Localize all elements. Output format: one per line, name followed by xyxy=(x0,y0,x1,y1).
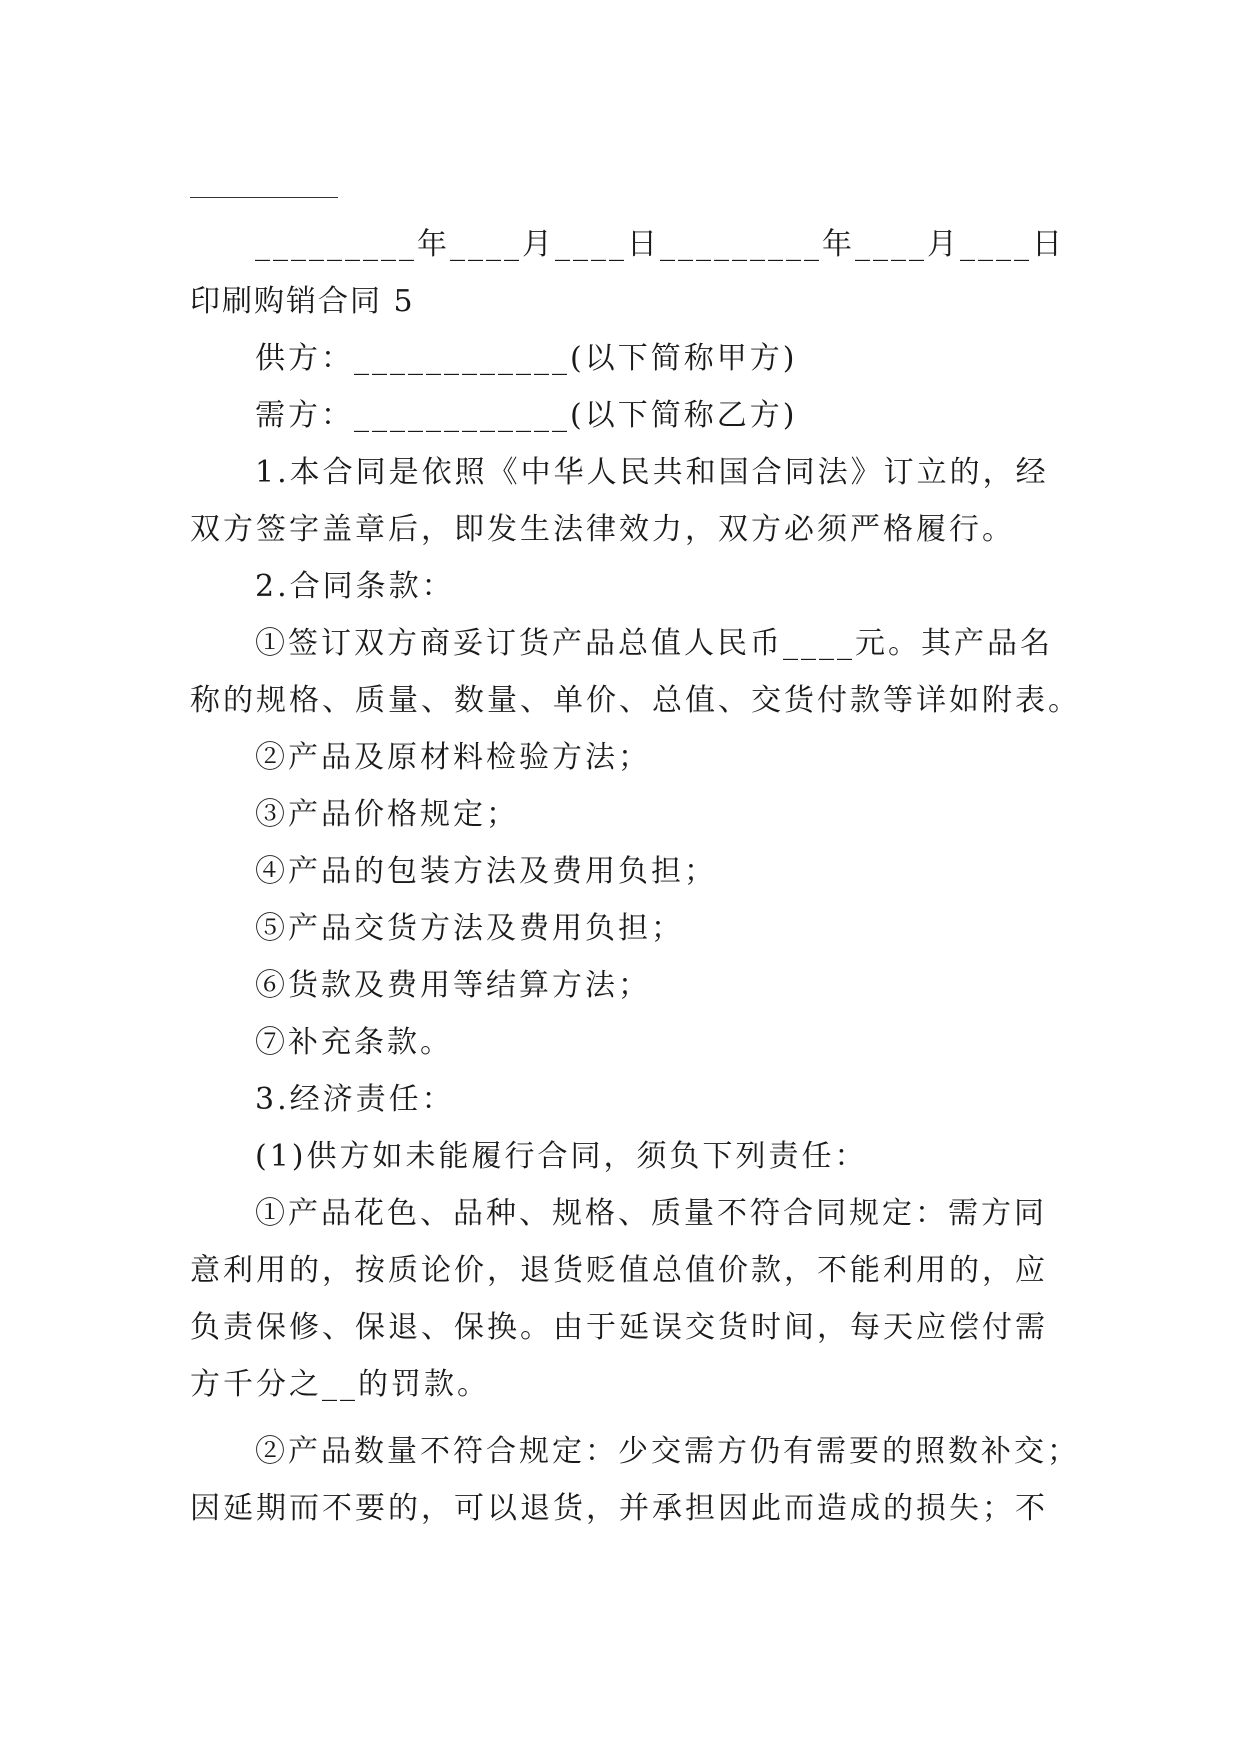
paragraph-line: 负责保修、保退、保换。由于延误交货时间，每天应偿付需 xyxy=(190,1310,1048,1345)
list-item: ⑥货款及费用等结算方法； xyxy=(255,968,651,1003)
date-line: _________年____月____日_________年____月____日 xyxy=(255,227,1065,262)
list-item: ③产品价格规定； xyxy=(255,797,519,832)
paragraph-line: 称的规格、质量、数量、单价、总值、交货付款等详如附表。 xyxy=(190,683,1081,718)
list-item: ②产品及原材料检验方法； xyxy=(255,740,651,775)
signature-rule xyxy=(190,197,338,198)
supplier-line: 供方：____________(以下简称甲方) xyxy=(255,341,798,376)
section-heading: 3.经济责任： xyxy=(255,1082,455,1117)
paragraph-line: ①产品花色、品种、规格、质量不符合同规定：需方同 xyxy=(255,1196,1047,1231)
paragraph-line: 意利用的，按质论价，退货贬值总值价款，不能利用的，应 xyxy=(190,1253,1048,1288)
list-item: ④产品的包装方法及费用负担； xyxy=(255,854,717,889)
paragraph-line: ①签订双方商妥订货产品总值人民币____元。其产品名 xyxy=(255,626,1053,661)
buyer-line: 需方：____________(以下简称乙方) xyxy=(255,398,798,433)
section-heading: 2.合同条款： xyxy=(255,569,455,604)
paragraph-line: 方千分之__的罚款。 xyxy=(190,1367,490,1402)
list-item: ⑤产品交货方法及费用负担； xyxy=(255,911,684,946)
paragraph-line: 1.本合同是依照《中华人民共和国合同法》订立的，经 xyxy=(255,455,1049,490)
paragraph-line: 双方签字盖章后，即发生法律效力，双方必须严格履行。 xyxy=(190,512,1015,547)
document-title: 印刷购销合同 5 xyxy=(190,284,415,319)
paragraph-line: ②产品数量不符合规定：少交需方仍有需要的照数补交； xyxy=(255,1434,1080,1469)
list-item: ⑦补充条款。 xyxy=(255,1025,453,1060)
paragraph-line: 因延期而不要的，可以退货，并承担因此而造成的损失；不 xyxy=(190,1491,1048,1526)
paragraph-line: (1)供方如未能履行合同，须负下列责任： xyxy=(255,1139,868,1174)
